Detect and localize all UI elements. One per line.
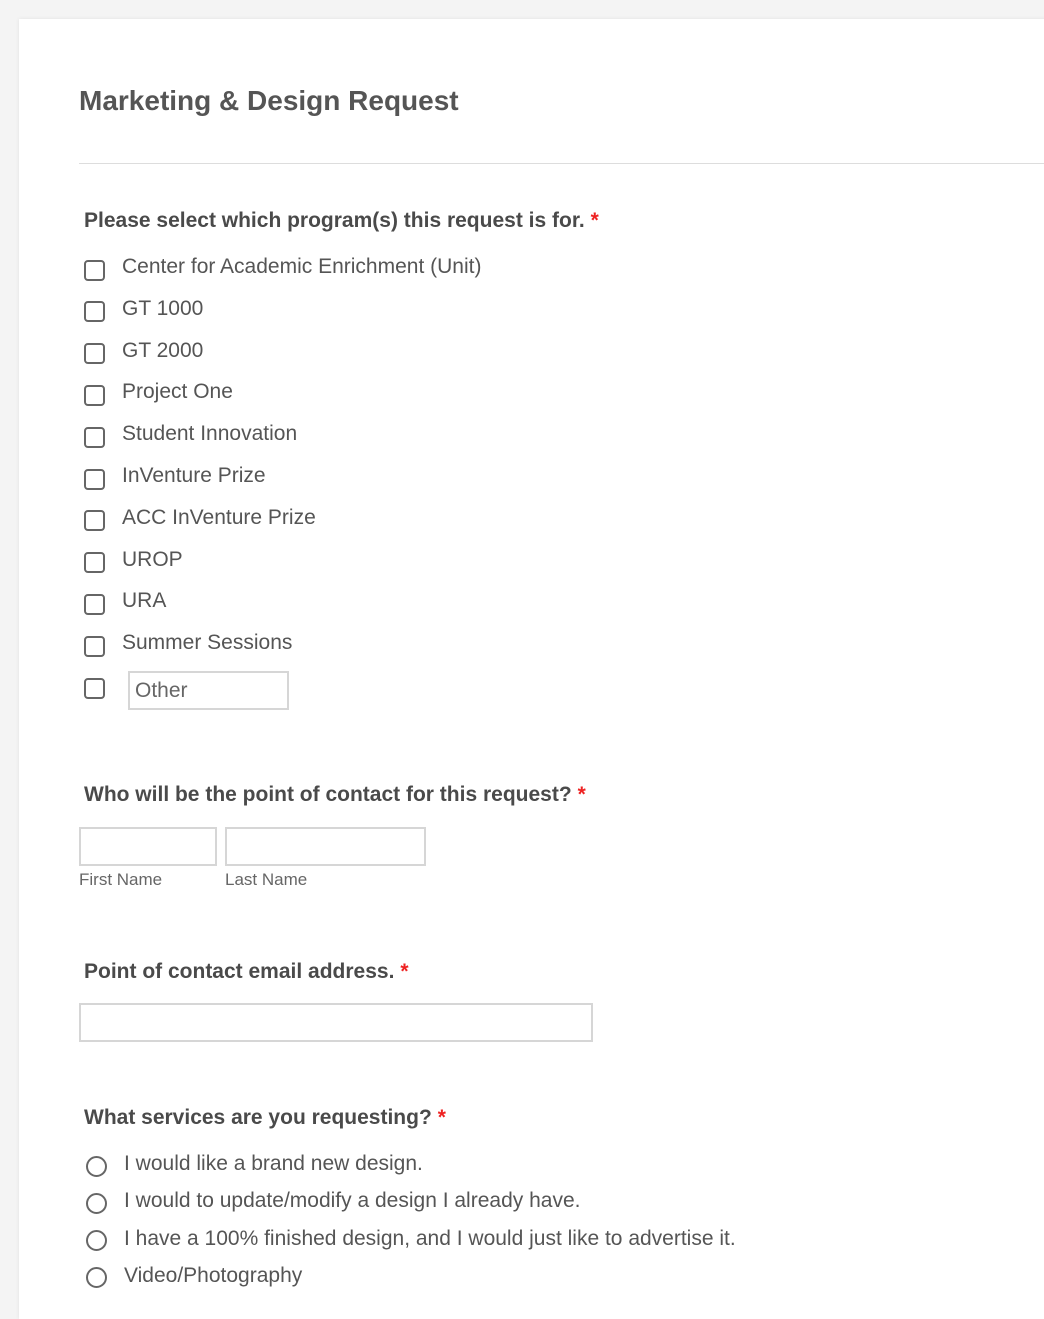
radio[interactable] — [86, 1267, 107, 1288]
option-label: InVenture Prize — [122, 464, 266, 487]
first-name-label: First Name — [79, 870, 163, 889]
option-label: I have a 100% finished design, and I would just like to advertise it. — [124, 1226, 736, 1250]
other-input[interactable] — [128, 671, 289, 710]
form-card — [19, 19, 1044, 1319]
checkbox[interactable] — [84, 594, 105, 615]
option-label: ACC InVenture Prize — [122, 505, 316, 529]
checkbox[interactable] — [84, 301, 105, 322]
checkbox-option[interactable] — [84, 545, 183, 575]
option-label: GT 2000 — [122, 338, 204, 362]
option-label: Summer Sessions — [122, 631, 293, 655]
checkbox[interactable] — [84, 678, 105, 699]
option-label: Video/Photography — [124, 1263, 303, 1287]
radio[interactable] — [86, 1193, 107, 1214]
radio-option[interactable] — [86, 1224, 736, 1254]
checkbox-other[interactable] — [84, 673, 122, 703]
checkbox[interactable] — [84, 510, 105, 531]
question-contact: Who will be the point of contact for this request? * — [84, 783, 586, 806]
question-services: What services are you requesting? * — [84, 1106, 446, 1129]
form-title: Marketing & Design Request — [79, 85, 459, 116]
checkbox[interactable] — [84, 636, 105, 657]
option-label: I would like a brand new design. — [124, 1152, 423, 1175]
radio[interactable] — [86, 1230, 107, 1251]
checkbox[interactable] — [84, 343, 105, 364]
option-label: Student Innovation — [122, 422, 298, 446]
first-name-input[interactable] — [79, 827, 217, 866]
option-label: GT 1000 — [122, 296, 204, 320]
last-name-label: Last Name — [225, 870, 308, 889]
checkbox-option[interactable] — [84, 628, 292, 658]
question-email: Point of contact email address. * — [84, 960, 409, 983]
option-label: Project One — [122, 380, 233, 404]
checkbox[interactable] — [84, 427, 105, 448]
last-name-input[interactable] — [225, 827, 426, 866]
checkbox-option[interactable] — [84, 294, 203, 324]
checkbox-option[interactable] — [84, 336, 203, 366]
checkbox-option[interactable] — [84, 377, 233, 407]
radio-option[interactable] — [86, 1186, 580, 1216]
question-programs: Please select which program(s) this request is for. * — [84, 209, 599, 232]
checkbox-option[interactable] — [84, 503, 316, 533]
checkbox-option[interactable] — [84, 461, 266, 491]
option-label: I would to update/modify a design I already have. — [124, 1189, 581, 1213]
checkbox-option[interactable] — [84, 252, 481, 282]
divider — [79, 163, 1044, 164]
checkbox[interactable] — [84, 552, 105, 573]
checkbox[interactable] — [84, 469, 105, 490]
radio-option[interactable] — [86, 1261, 302, 1291]
radio[interactable] — [86, 1156, 107, 1177]
checkbox[interactable] — [84, 385, 105, 406]
radio-option[interactable] — [86, 1149, 423, 1179]
option-label: Center for Academic Enrichment (Unit) — [122, 255, 482, 278]
checkbox-option[interactable] — [84, 419, 297, 449]
option-label: UROP — [122, 547, 183, 571]
checkbox-option[interactable] — [84, 586, 166, 616]
email-input[interactable] — [79, 1003, 593, 1042]
checkbox[interactable] — [84, 260, 105, 281]
option-label: URA — [122, 589, 167, 613]
